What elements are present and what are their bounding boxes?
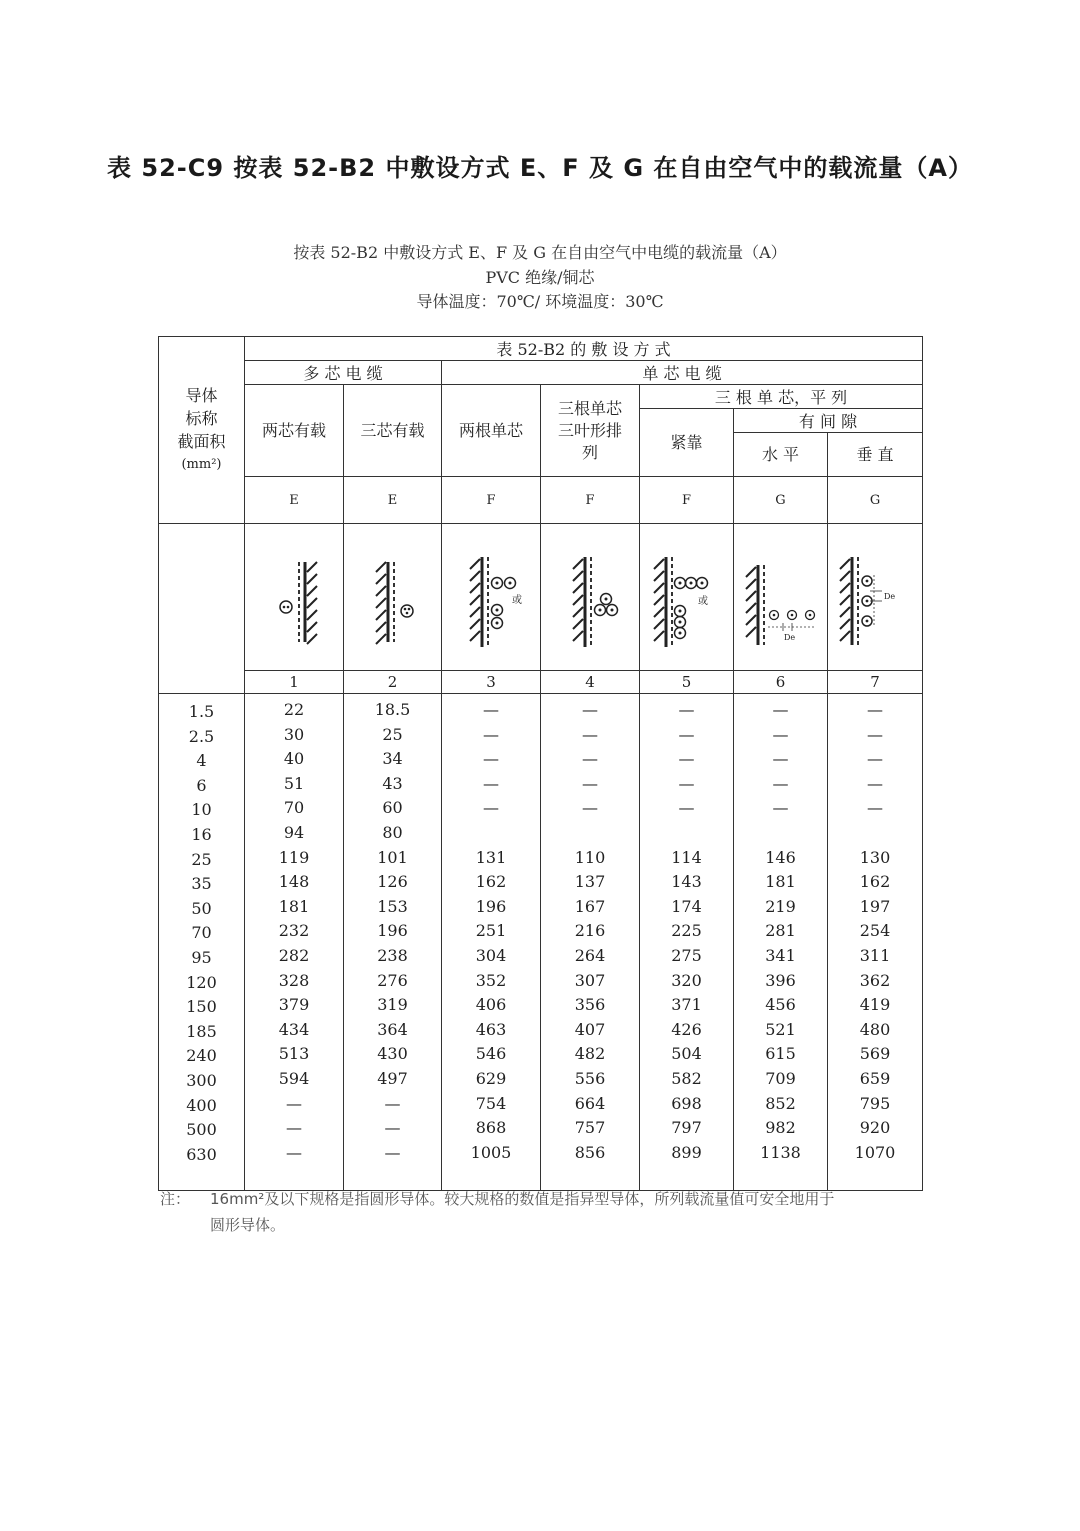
col-label: 两芯有载 <box>245 385 344 477</box>
column-number: 6 <box>734 671 828 694</box>
ampacity-cell: 434 <box>278 1019 310 1039</box>
method-code: F <box>442 477 541 524</box>
ampacity-cell: 356 <box>574 995 606 1015</box>
conductor-size-cell: 630 <box>186 1144 217 1164</box>
ampacity-cell: — <box>483 798 499 818</box>
spaced-header: 有 间 隙 <box>734 409 923 433</box>
ampacity-cell: — <box>772 773 789 793</box>
ampacity-cell: 40 <box>283 749 305 769</box>
ampacity-cell: 94 <box>283 822 305 842</box>
ampacity-cell: 153 <box>377 896 408 916</box>
ampacity-cell: 521 <box>765 1019 796 1039</box>
diagram-3core <box>344 524 442 671</box>
ampacity-cell: 174 <box>671 896 702 916</box>
ampacity-cell: 18.5 <box>374 700 411 719</box>
conductor-size-cell: 240 <box>186 1046 217 1066</box>
conductor-size-cell: 16 <box>191 824 212 844</box>
ampacity-cell: — <box>384 1118 401 1138</box>
col-label: 水 平 <box>734 433 828 477</box>
ampacity-cell: 25 <box>382 724 403 744</box>
ampacity-cell: — <box>678 700 695 719</box>
ampacity-column <box>828 694 923 1191</box>
blank-cell <box>159 671 245 694</box>
ampacity-cell: — <box>867 724 883 744</box>
method-code: F <box>640 477 734 524</box>
conductor-size-cell: 120 <box>186 972 217 992</box>
ampacity-cell: 852 <box>765 1093 796 1113</box>
ampacity-cell: 456 <box>765 995 796 1015</box>
conductor-size-cell: 6 <box>196 775 207 795</box>
ampacity-cell: 582 <box>671 1068 702 1088</box>
ampacity-cell: 407 <box>574 1019 606 1039</box>
method-code: G <box>828 477 923 524</box>
ampacity-cell: — <box>384 1093 401 1113</box>
ampacity-cell: 101 <box>377 847 408 867</box>
conductor-size-cell: 25 <box>191 849 212 869</box>
ampacity-cell: — <box>384 1142 401 1162</box>
ampacity-cell: 311 <box>859 945 891 965</box>
ampacity-cell: 362 <box>859 970 891 990</box>
ampacity-cell: 797 <box>671 1118 702 1138</box>
ampacity-cell: 162 <box>475 872 507 892</box>
conductor-size-cell: 150 <box>186 997 217 1017</box>
ampacity-cell: 497 <box>377 1068 408 1088</box>
ampacity-cell: 556 <box>574 1068 606 1088</box>
ampacity-cell: 137 <box>574 872 606 892</box>
note-line: 16mm²及以下规格是指圆形导体。较大规格的数值是指异型导体，所列载流量值可安全地用于 <box>210 1190 835 1208</box>
col-label: 两根单芯 <box>442 385 541 477</box>
ampacity-cell: 131 <box>475 847 507 867</box>
ampacity-cell: 319 <box>377 995 408 1015</box>
side-label-line: 标称 <box>185 409 218 428</box>
temperature-subtitle: 导体温度：70℃/ 环境温度：30℃ <box>416 292 664 311</box>
diagram-2core <box>245 524 344 671</box>
ampacity-cell: 352 <box>475 970 507 990</box>
conductor-size-cell: 35 <box>191 874 212 894</box>
ampacity-cell: 126 <box>377 872 408 892</box>
ampacity-cell: 232 <box>278 921 310 941</box>
or-label: 或 <box>512 595 522 606</box>
column-number: 5 <box>640 671 734 694</box>
ampacity-cell: 615 <box>765 1044 796 1064</box>
ampacity-cell: — <box>582 749 598 769</box>
ampacity-cell: 629 <box>475 1068 507 1088</box>
conductor-size-cell: 1.5 <box>188 702 215 721</box>
ampacity-cell: 130 <box>859 847 891 867</box>
conductor-size-column <box>159 694 245 1191</box>
ampacity-cell: 43 <box>382 773 403 793</box>
ampacity-cell <box>442 821 540 846</box>
conductor-size-cell: 2.5 <box>188 726 215 746</box>
ampacity-cell: — <box>582 773 598 793</box>
ampacity-cell: — <box>867 749 883 769</box>
ampacity-cell: 920 <box>859 1118 891 1138</box>
ampacity-cell: — <box>772 798 789 818</box>
ampacity-cell: — <box>678 773 695 793</box>
ampacity-cell: 482 <box>574 1044 606 1064</box>
ampacity-cell: 276 <box>377 970 408 990</box>
or-label: 或 <box>697 596 708 607</box>
diagram-2single <box>442 524 541 671</box>
ampacity-cell: 594 <box>278 1068 310 1088</box>
ampacity-cell: 282 <box>278 945 310 965</box>
ampacity-cell: 225 <box>671 921 702 941</box>
ampacity-cell: — <box>772 749 789 769</box>
ampacity-cell: 264 <box>574 945 606 965</box>
ampacity-cell: 513 <box>278 1044 310 1064</box>
ampacity-cell <box>734 821 827 846</box>
ampacity-cell: 899 <box>671 1142 702 1162</box>
conductor-size-header <box>159 337 245 524</box>
ampacity-cell: — <box>286 1142 302 1162</box>
ampacity-cell: 143 <box>671 872 702 892</box>
column-number: 7 <box>828 671 923 694</box>
ampacity-cell: — <box>867 798 883 818</box>
ampacity-cell: — <box>286 1093 302 1113</box>
ampacity-cell: — <box>286 1118 302 1138</box>
ampacity-cell: — <box>582 798 598 818</box>
col-label: 垂 直 <box>828 433 923 477</box>
method-code: F <box>541 477 640 524</box>
ampacity-table <box>158 336 923 1191</box>
ampacity-cell: 1138 <box>760 1142 801 1162</box>
table-subtitle: 按表 52-B2 中敷设方式 E、F 及 G 在自由空气中电缆的载流量（A） <box>293 243 787 262</box>
ampacity-cell: 982 <box>765 1118 796 1138</box>
ampacity-cell: 364 <box>377 1019 408 1039</box>
installation-method-header: 表 52-B2 的 敷 设 方 式 <box>245 337 923 361</box>
conductor-size-cell: 4 <box>196 751 207 771</box>
col-label: 三芯有载 <box>344 385 442 477</box>
de-label: De <box>783 633 795 642</box>
ampacity-cell: 341 <box>765 945 796 965</box>
blank-cell <box>159 524 245 671</box>
ampacity-cell: 379 <box>278 995 310 1015</box>
col-label: 三根单芯三叶形排列 <box>541 385 640 477</box>
ampacity-cell: 504 <box>671 1044 702 1064</box>
ampacity-cell: 1070 <box>854 1142 896 1162</box>
ampacity-cell: 463 <box>475 1019 507 1039</box>
page-title: 表 52-C9 按表 52-B2 中敷设方式 E、F 及 G 在自由空气中的载流量（A） <box>107 154 973 182</box>
ampacity-cell: — <box>867 700 883 719</box>
ampacity-cell: 320 <box>671 970 702 990</box>
side-label-line: (mm²) <box>181 457 222 472</box>
ampacity-cell: 238 <box>377 945 408 965</box>
ampacity-cell: — <box>867 773 883 793</box>
ampacity-cell: 426 <box>671 1019 702 1039</box>
note-line: 圆形导体。 <box>210 1216 286 1234</box>
three-single-flat-header: 三 根 单 芯，平 列 <box>640 385 923 409</box>
conductor-size-cell: 10 <box>191 800 212 820</box>
ampacity-cell: 569 <box>859 1044 891 1064</box>
singlecore-cable-header: 单 芯 电 缆 <box>442 361 923 385</box>
ampacity-cell: 70 <box>283 798 305 818</box>
method-code: E <box>344 477 442 524</box>
ampacity-cell: 251 <box>475 921 507 941</box>
ampacity-cell: — <box>772 724 789 744</box>
ampacity-cell: 328 <box>278 970 310 990</box>
diagram-horizontal <box>734 524 828 671</box>
conductor-size-cell: 95 <box>191 947 212 967</box>
ampacity-cell: 167 <box>574 896 606 916</box>
ampacity-cell: 216 <box>574 921 606 941</box>
ampacity-cell: 60 <box>382 798 403 818</box>
ampacity-cell <box>640 821 733 846</box>
ampacity-cell: 146 <box>765 847 796 867</box>
ampacity-cell: — <box>772 700 789 719</box>
column-number: 2 <box>344 671 442 694</box>
ampacity-column <box>245 694 344 1191</box>
side-label-line: 截面积 <box>177 432 226 451</box>
ampacity-cell: 709 <box>765 1068 796 1088</box>
ampacity-cell: 795 <box>859 1093 891 1113</box>
ampacity-cell <box>828 821 922 846</box>
insulation-subtitle: PVC 绝缘/铜芯 <box>485 268 595 287</box>
ampacity-cell: 51 <box>283 773 305 793</box>
col-label: 紧靠 <box>640 409 734 477</box>
ampacity-cell: 34 <box>382 749 403 769</box>
diagram-touching <box>640 524 734 671</box>
conductor-size-cell: 70 <box>191 923 212 943</box>
ampacity-cell: 181 <box>765 872 796 892</box>
ampacity-cell: 1005 <box>470 1142 512 1162</box>
ampacity-column <box>344 694 442 1191</box>
ampacity-cell: — <box>678 724 695 744</box>
ampacity-cell: — <box>483 749 499 769</box>
ampacity-cell: 110 <box>574 847 606 867</box>
ampacity-cell: 664 <box>574 1093 606 1113</box>
ampacity-cell: 80 <box>382 822 403 842</box>
ampacity-cell: 119 <box>278 847 310 867</box>
de-label: De <box>884 592 896 601</box>
footnote <box>160 1186 834 1238</box>
ampacity-column <box>442 694 541 1191</box>
ampacity-column <box>640 694 734 1191</box>
multicore-cable-header: 多 芯 电 缆 <box>245 361 442 385</box>
ampacity-cell: 856 <box>574 1142 606 1162</box>
ampacity-column <box>734 694 828 1191</box>
method-code: E <box>245 477 344 524</box>
ampacity-cell: 162 <box>859 872 891 892</box>
side-label-line: 导体 <box>185 386 218 405</box>
note-prefix: 注： <box>160 1190 191 1208</box>
ampacity-cell: 196 <box>377 921 408 941</box>
ampacity-cell: 22 <box>283 700 305 719</box>
ampacity-cell: 254 <box>859 921 891 941</box>
method-code: G <box>734 477 828 524</box>
ampacity-cell: 304 <box>475 945 507 965</box>
column-number: 4 <box>541 671 640 694</box>
ampacity-cell: 659 <box>859 1068 891 1088</box>
diagram-vertical <box>828 524 923 671</box>
diagram-trefoil <box>541 524 640 671</box>
ampacity-cell: 698 <box>671 1093 702 1113</box>
conductor-size-cell: 300 <box>186 1070 217 1090</box>
ampacity-cell: 754 <box>475 1093 507 1113</box>
conductor-size-cell: 500 <box>186 1120 217 1140</box>
ampacity-cell: 430 <box>377 1044 408 1064</box>
ampacity-cell: — <box>582 700 598 719</box>
ampacity-cell: — <box>678 798 695 818</box>
ampacity-cell: — <box>582 724 598 744</box>
ampacity-cell: 219 <box>765 896 796 916</box>
ampacity-column <box>541 694 640 1191</box>
ampacity-cell: — <box>483 700 499 719</box>
ampacity-cell: — <box>483 724 499 744</box>
ampacity-cell: 546 <box>475 1044 507 1064</box>
ampacity-cell: — <box>678 749 695 769</box>
ampacity-cell: 281 <box>765 921 796 941</box>
ampacity-cell <box>541 821 639 846</box>
ampacity-cell: 406 <box>475 995 507 1015</box>
ampacity-cell: 196 <box>475 896 507 916</box>
ampacity-cell: 480 <box>859 1019 891 1039</box>
ampacity-cell: 30 <box>283 724 305 744</box>
ampacity-cell: 419 <box>859 995 891 1015</box>
ampacity-cell: 307 <box>574 970 606 990</box>
column-number: 3 <box>442 671 541 694</box>
ampacity-cell: 197 <box>859 896 891 916</box>
conductor-size-cell: 185 <box>186 1021 217 1041</box>
ampacity-cell: 868 <box>475 1118 507 1138</box>
conductor-size-cell: 50 <box>191 898 212 918</box>
ampacity-cell: 275 <box>671 945 702 965</box>
ampacity-cell: 396 <box>765 970 796 990</box>
ampacity-cell: 148 <box>278 872 310 892</box>
ampacity-cell: 757 <box>574 1118 606 1138</box>
ampacity-cell: 114 <box>671 847 702 867</box>
ampacity-cell: 371 <box>671 995 702 1015</box>
ampacity-cell: 181 <box>278 896 310 916</box>
ampacity-cell: — <box>483 773 499 793</box>
column-number: 1 <box>245 671 344 694</box>
conductor-size-cell: 400 <box>186 1095 217 1115</box>
